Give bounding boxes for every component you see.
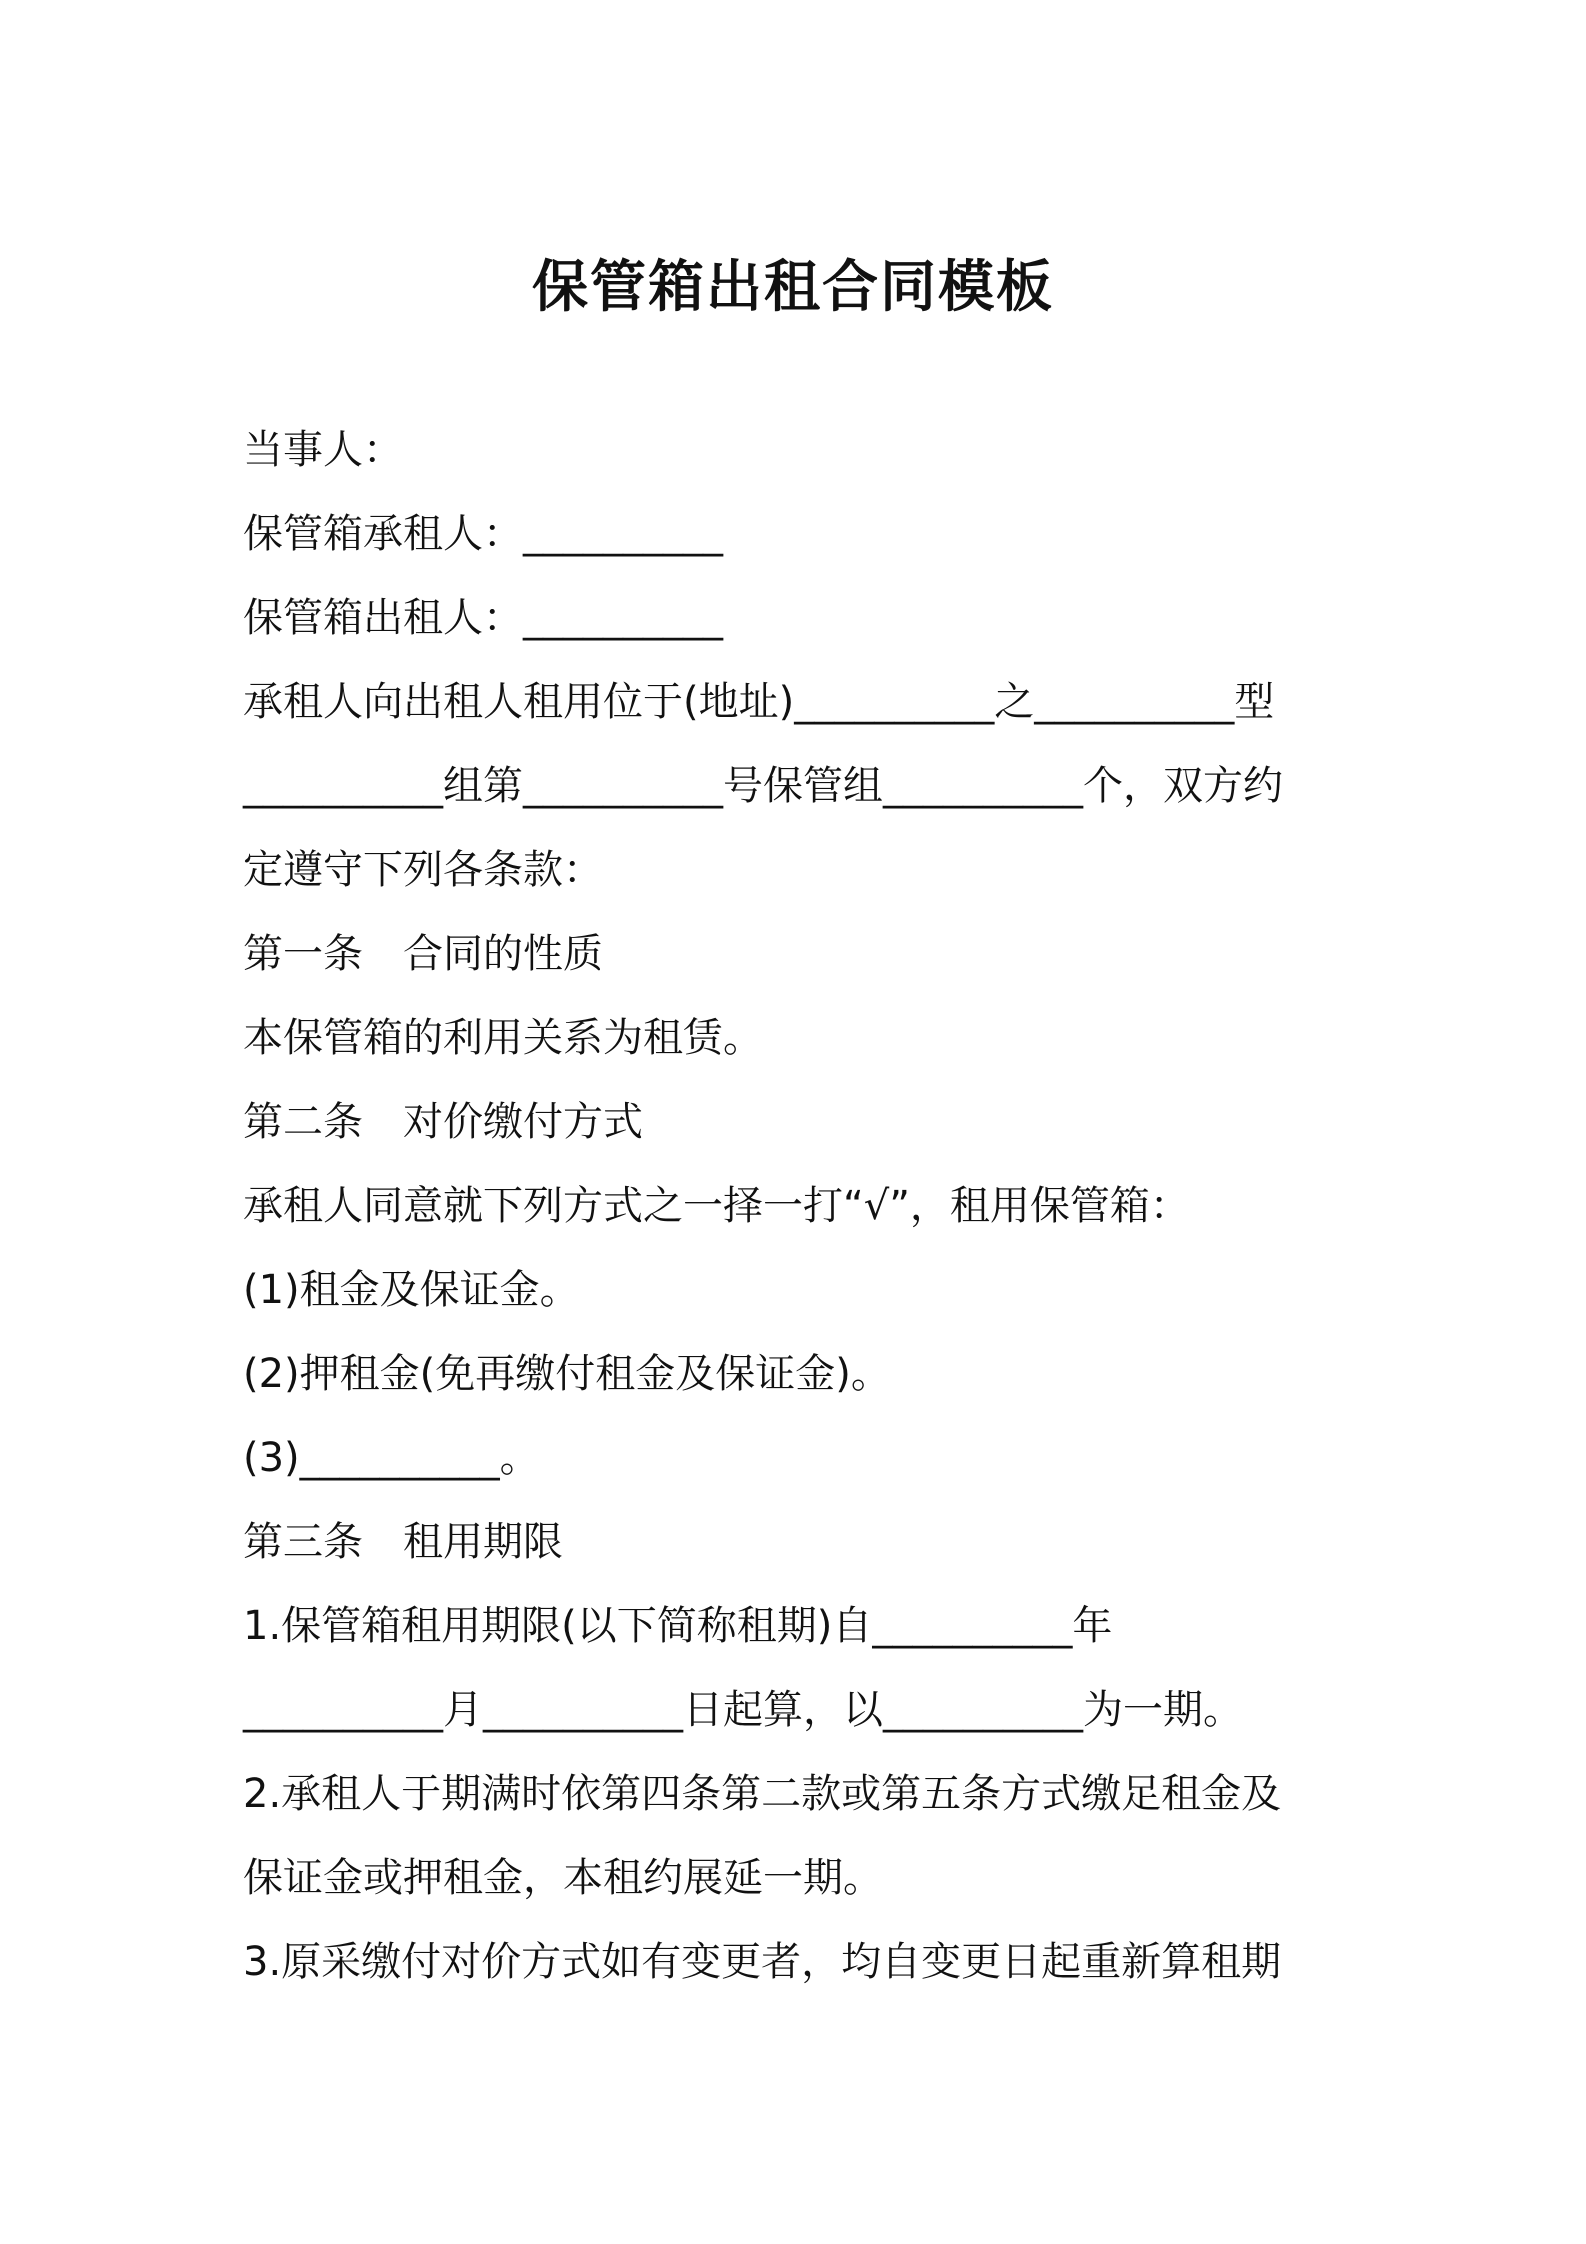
text-line: (3)__________。 <box>243 1435 540 1481</box>
section-heading: 第一条 合同的性质 <box>243 931 603 977</box>
text-line: 承租人同意就下列方式之一择一打“√”，租用保管箱： <box>243 1183 1190 1229</box>
text-line: 1.保管箱租用期限(以下简称租期)自__________年 <box>243 1603 1113 1649</box>
document-body <box>243 408 1353 2004</box>
text-line: 保证金或押租金，本租约展延一期。 <box>243 1855 883 1901</box>
text-line: 承租人向出租人租用位于(地址)__________之__________型 <box>243 679 1275 725</box>
text-line: __________组第__________号保管组__________个，双方约 <box>243 763 1283 809</box>
text-line: __________月__________日起算，以__________为一期。 <box>243 1687 1243 1733</box>
text-line: 2.承租人于期满时依第四条第二款或第五条方式缴足租金及 <box>243 1771 1282 1817</box>
document-title: 保管箱出租合同模板 <box>532 255 1054 320</box>
text-line: 当事人： <box>243 427 403 473</box>
text-line: 保管箱出租人：__________ <box>243 595 723 641</box>
text-line: (1)租金及保证金。 <box>243 1267 580 1313</box>
section-heading: 第二条 对价缴付方式 <box>243 1099 643 1145</box>
section-heading: 第三条 租用期限 <box>243 1519 563 1565</box>
text-line: 定遵守下列各条款： <box>243 847 603 893</box>
text-line: 保管箱承租人：__________ <box>243 511 723 557</box>
text-line: 3.原采缴付对价方式如有变更者，均自变更日起重新算租期 <box>243 1939 1282 1985</box>
text-line: 本保管箱的利用关系为租赁。 <box>243 1015 763 1061</box>
text-line: (2)押租金(免再缴付租金及保证金)。 <box>243 1351 891 1397</box>
